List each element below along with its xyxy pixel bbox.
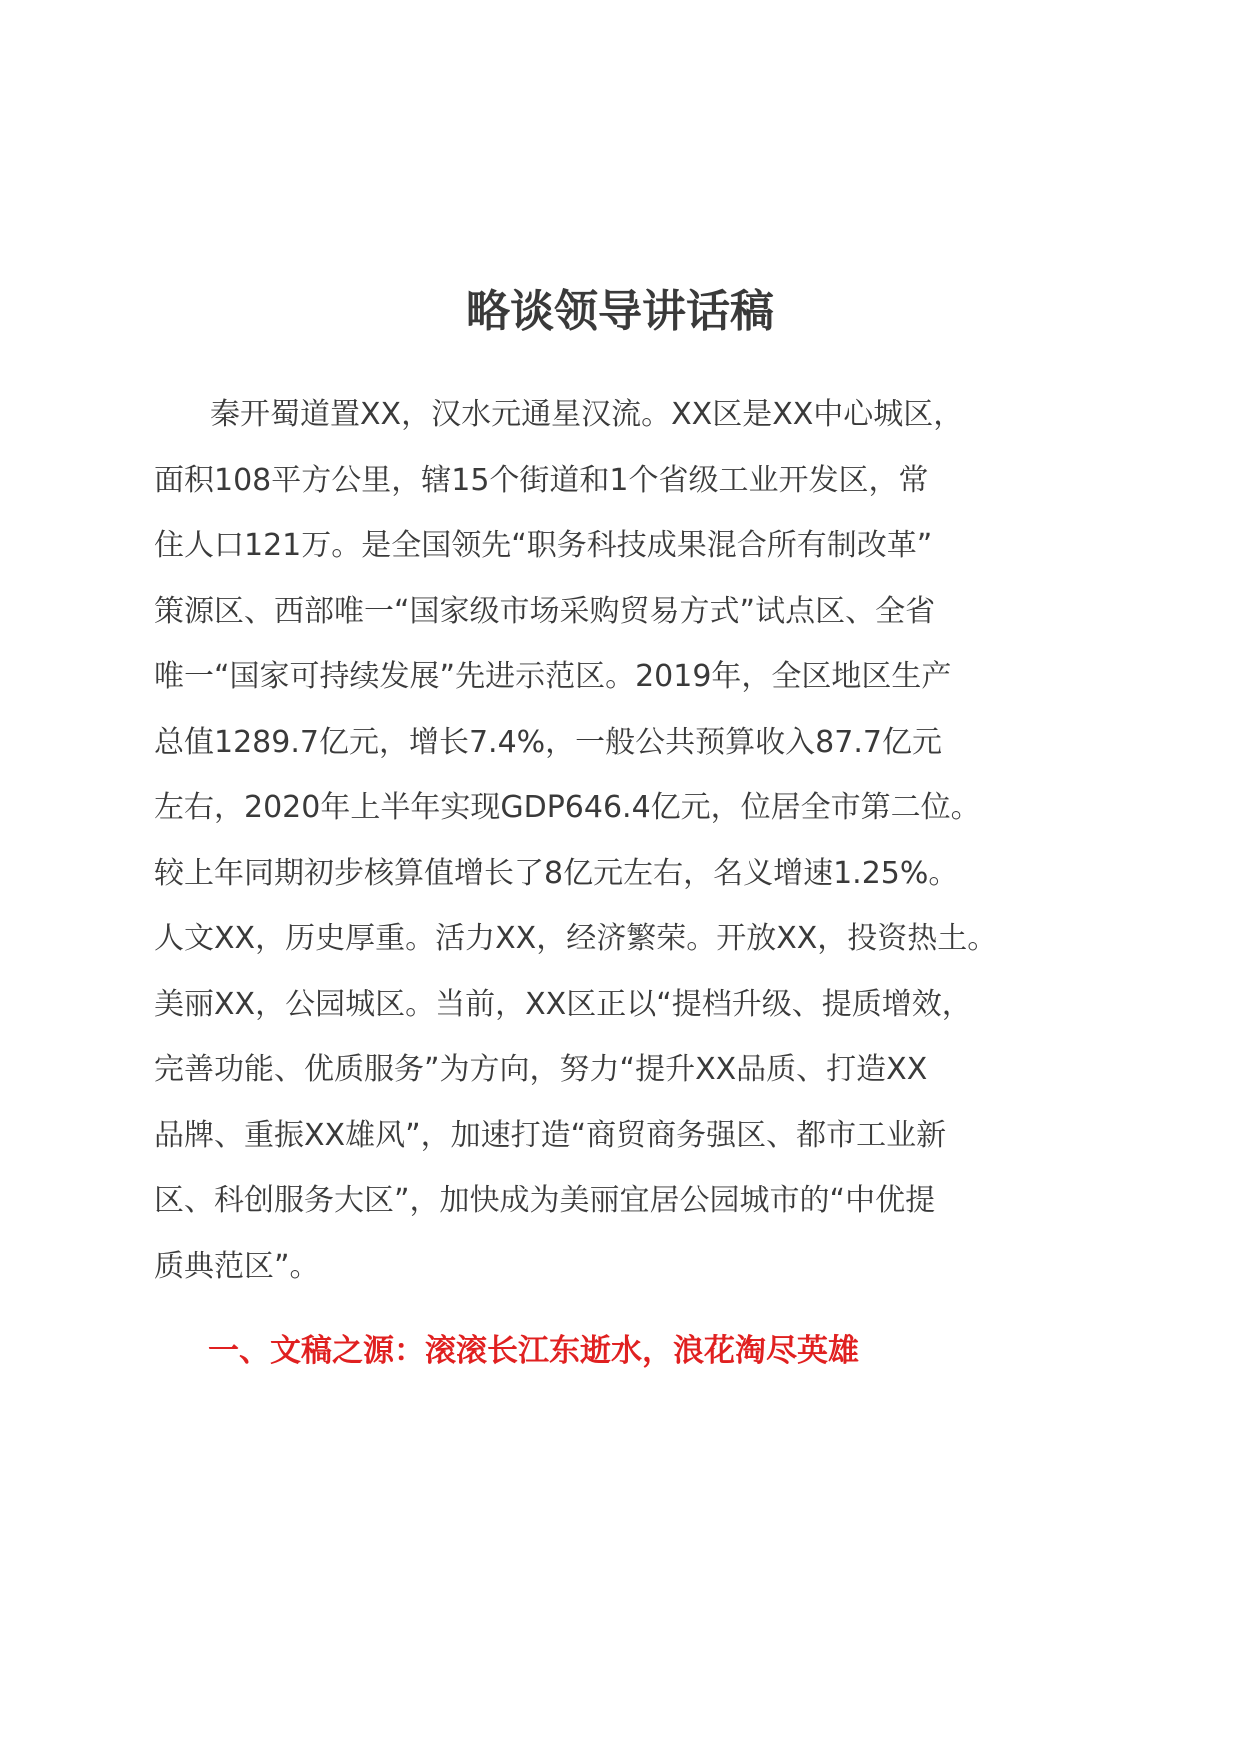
intro-paragraph <box>154 382 1114 1299</box>
paragraph-line: 区、科创服务大区”，加快成为美丽宜居公园城市的“中优提 <box>154 1183 936 1218</box>
paragraph-line: 左右，2020年上半年实现GDP646.4亿元，位居全市第二位。 <box>154 790 981 825</box>
paragraph-line: 美丽XX，公园城区。当前，XX区正以“提档升级、提质增效， <box>154 986 972 1022</box>
section-heading: 一、文稿之源：滚滚长江东逝水，浪花淘尽英雄 <box>208 1333 859 1369</box>
paragraph-line: 策源区、西部唯一“国家级市场采购贸易方式”试点区、全省 <box>154 593 936 629</box>
paragraph-line: 秦开蜀道置XX，汉水元通星汉流。XX区是XX中心城区， <box>210 397 964 432</box>
paragraph-line: 面积108平方公里，辖15个街道和1个省级工业开发区，常 <box>154 462 929 498</box>
document-title: 略谈领导讲话稿 <box>466 286 774 337</box>
paragraph-line: 较上年同期初步核算值增长了8亿元左右，名义增速1.25%。 <box>154 855 959 891</box>
paragraph-line: 品牌、重振XX雄风”，加速打造“商贸商务强区、都市工业新 <box>154 1117 947 1153</box>
paragraph-line: 总值1289.7亿元，增长7.4%，一般公共预算收入87.7亿元 <box>154 724 942 760</box>
paragraph-line: 完善功能、优质服务”为方向，努力“提升XX品质、打造XX <box>154 1052 928 1087</box>
paragraph-line: 质典范区”。 <box>154 1248 320 1284</box>
paragraph-line: 住人口121万。是全国领先“职务科技成果混合所有制改革” <box>154 528 933 563</box>
paragraph-line: 唯一“国家可持续发展”先进示范区。2019年，全区地区生产 <box>154 659 952 694</box>
paragraph-line: 人文XX，历史厚重。活力XX，经济繁荣。开放XX，投资热土。 <box>154 921 998 956</box>
